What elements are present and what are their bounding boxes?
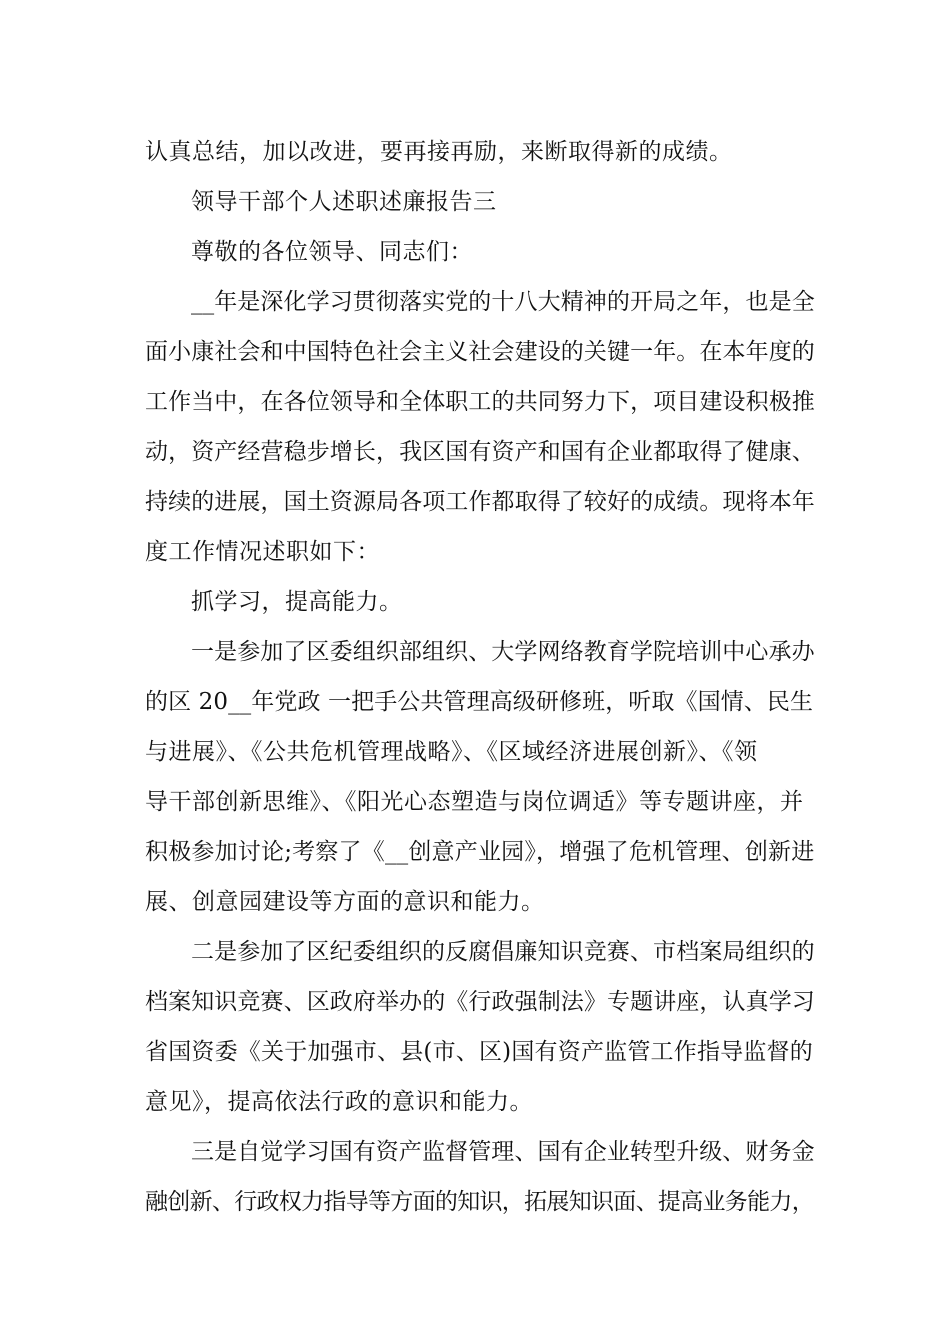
text-line: 度工作情况述职如下： <box>145 539 380 565</box>
text-line: 持续的进展，国土资源局各项工作都取得了较好的成绩。现将本年 <box>145 489 815 515</box>
text-line: 三是自觉学习国有资产监督管理、国有企业转型升级、财务金 <box>191 1139 815 1165</box>
text-line: 一是参加了区委组织部组织、大学网络教育学院培训中心承办 <box>191 639 815 665</box>
text-line: 面小康社会和中国特色社会主义社会建设的关键一年。在本年度的 <box>145 339 815 365</box>
text-line: 二是参加了区纪委组织的反腐倡廉知识竞赛、市档案局组织的 <box>191 939 815 965</box>
text-line: 意见》，提高依法行政的意识和能力。 <box>145 1089 533 1115</box>
text-line: 认真总结，加以改进，要再接再励，来断取得新的成绩。 <box>145 139 733 165</box>
text-line: 导干部创新思维》、《阳光心态塑造与岗位调适》等专题讲座，并 <box>145 789 804 815</box>
text-line: 的区 20__年党政 一把手公共管理高级研修班，听取《国情、民生 <box>145 689 814 715</box>
section-heading: 领导干部个人述职述廉报告三 <box>191 189 497 215</box>
text-line: __年是深化学习贯彻落实党的十八大精神的开局之年，也是全 <box>191 289 815 315</box>
text-line: 档案知识竞赛、区政府举办的《行政强制法》专题讲座，认真学习 <box>145 989 815 1015</box>
document-body <box>145 127 815 1227</box>
text-line: 动，资产经营稳步增长，我区国有资产和国有企业都取得了健康、 <box>145 439 815 465</box>
salutation: 尊敬的各位领导、同志们： <box>191 239 473 265</box>
text-line: 工作当中，在各位领导和全体职工的共同努力下，项目建设积极推 <box>145 389 815 415</box>
text-line: 省国资委《关于加强市、县(市、区)国有资产监管工作指导监督的 <box>145 1039 813 1065</box>
text-line: 融创新、行政权力指导等方面的知识，拓展知识面、提高业务能力， <box>145 1189 815 1215</box>
text-line: 积极参加讨论;考察了《__创意产业园》，增强了危机管理、创新进 <box>145 839 815 865</box>
text-line: 展、创意园建设等方面的意识和能力。 <box>145 889 545 915</box>
text-line: 与进展》、《公共危机管理战略》、《区域经济进展创新》、《领 <box>145 739 758 765</box>
subheading: 抓学习，提高能力。 <box>191 589 403 615</box>
